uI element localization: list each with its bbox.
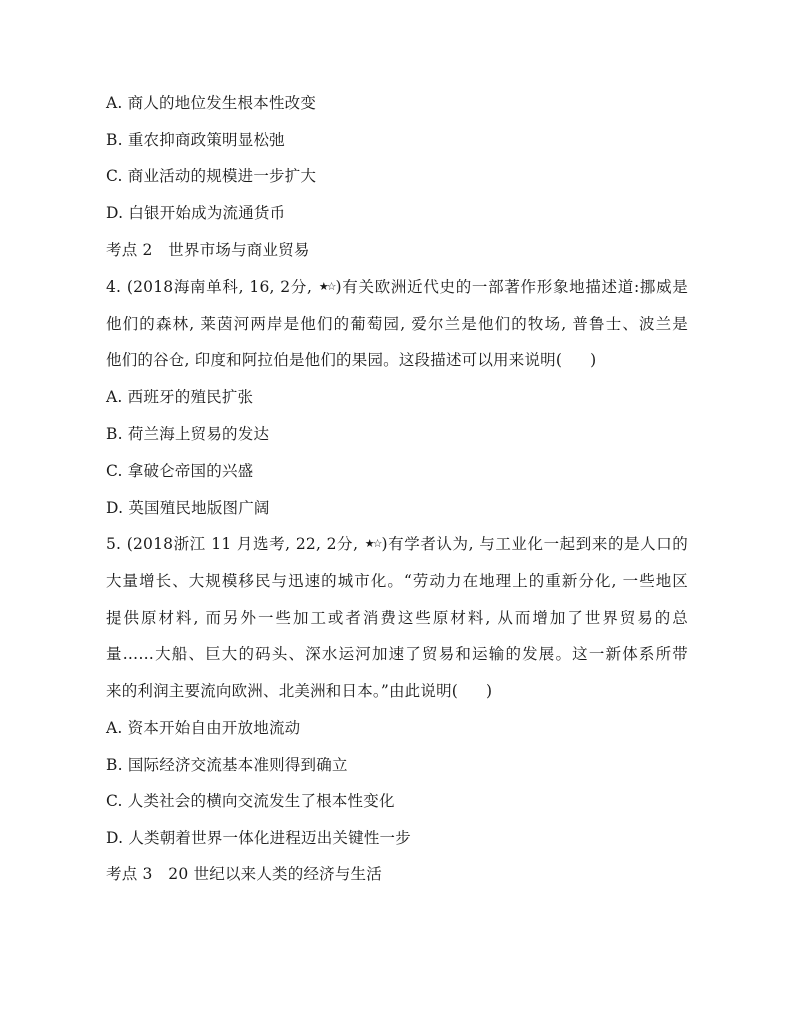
q3-option-d: D. 白银开始成为流通货币 (106, 204, 286, 222)
q3-option-b: B. 重农抑商政策明显松弛 (106, 131, 285, 149)
q4-close-paren: ) (590, 351, 597, 369)
difficulty-star-icon: ★☆ (364, 537, 381, 550)
q5-stem-line-4: 量……大船、巨大的码头、深水运河加速了贸易和运输的发展。这一新体系所带 (106, 645, 688, 663)
q5-stem-line-5 (106, 681, 492, 701)
difficulty-star-icon: ★☆ (318, 280, 335, 293)
q5-option-c: C. 人类社会的横向交流发生了根本性变化 (106, 792, 395, 810)
q5-stem-line-3: 提供原材料, 而另外一些加工或者消费这些原材料, 从而增加了世界贸易的总 (106, 609, 688, 627)
q4-option-a: A. 西班牙的殖民扩张 (106, 388, 254, 406)
q4-stem-text-3: 他们的谷仓, 印度和阿拉伯是他们的果园。这段描述可以用来说明( (106, 351, 563, 369)
q4-prefix: 4. (2018海南单科, 16, 2分, (106, 278, 318, 296)
section-heading-3: 考点 3 20 世纪以来人类的经济与生活 (106, 865, 382, 883)
section-heading-2: 考点 2 世界市场与商业贸易 (106, 241, 310, 259)
q5-stem-line-1 (106, 534, 688, 554)
q4-option-b: B. 荷兰海上贸易的发达 (106, 425, 270, 443)
q4-stem-line-3 (106, 350, 596, 370)
q5-stem-line-2: 大量增长、大规模移民与迅速的城市化。“劳动力在地理上的重新分化, 一些地区 (106, 572, 688, 590)
q4-option-d: D. 英国殖民地版图广阔 (106, 499, 270, 517)
q5-prefix: 5. (2018浙江 11 月选考, 22, 2分, (106, 535, 364, 553)
q3-option-a: A. 商人的地位发生根本性改变 (106, 94, 317, 112)
q3-option-c: C. 商业活动的规模进一步扩大 (106, 167, 317, 185)
q4-stem-line-1 (106, 277, 688, 297)
q4-option-c: C. 拿破仑帝国的兴盛 (106, 462, 254, 480)
q4-stem-line-2: 他们的森林, 莱茵河两岸是他们的葡萄园, 爱尔兰是他们的牧场, 普鲁士、波兰是 (106, 315, 688, 333)
q5-stem-text-1: )有学者认为, 与工业化一起到来的是人口的 (381, 535, 688, 553)
q4-stem-text-1: )有关欧洲近代史的一部著作形象地描述道:挪威是 (335, 278, 689, 296)
q5-option-b: B. 国际经济交流基本准则得到确立 (106, 756, 348, 774)
q5-stem-text-5: 来的利润主要流向欧洲、北美洲和日本。”由此说明( (106, 682, 459, 700)
q5-option-d: D. 人类朝着世界一体化进程迈出关键性一步 (106, 829, 411, 847)
q5-option-a: A. 资本开始自由开放地流动 (106, 719, 301, 737)
q5-close-paren: ) (486, 682, 493, 700)
